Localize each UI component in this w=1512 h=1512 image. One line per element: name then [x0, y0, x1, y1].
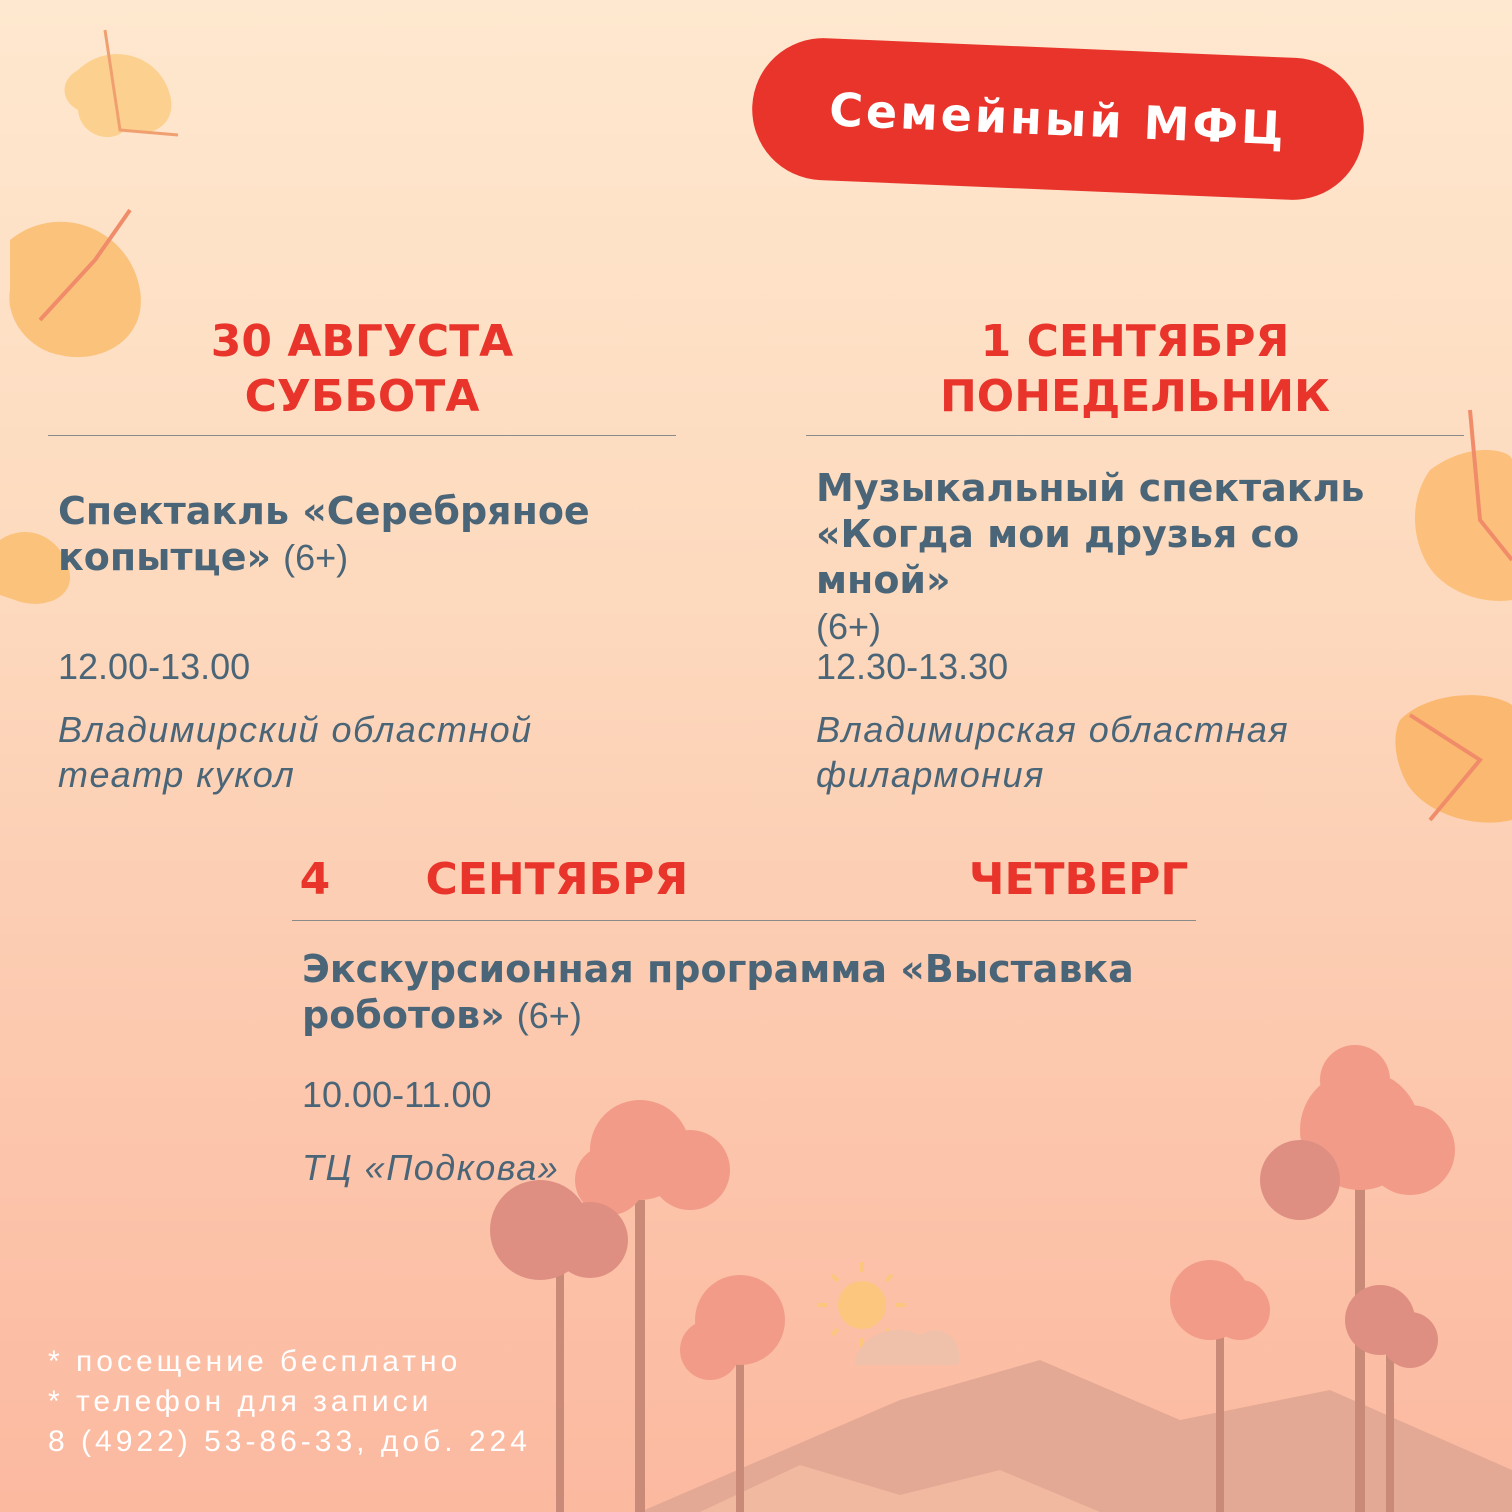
divider: [806, 435, 1464, 436]
day-heading: [806, 314, 1464, 424]
day-date: 4 СЕНТЯБРЯ: [299, 854, 689, 905]
divider: [292, 920, 1196, 921]
event-name: Музыкальный спектакль «Когда мои друзья со мной»: [816, 466, 1365, 602]
event-place: ТЦ «Подкова»: [302, 1147, 560, 1188]
event-time: 12.30-13.30: [816, 646, 1009, 687]
note-phone: 8 (4922) 53-86-33, доб. 224: [48, 1425, 531, 1458]
event-age: (6+): [816, 606, 882, 647]
event-time: 12.00-13.00: [58, 646, 251, 687]
mountain-icon: [640, 1360, 1512, 1512]
event-title: [816, 465, 1436, 650]
note-free: * посещение бесплатно: [48, 1345, 462, 1378]
event-place: Владимирский областной театр кукол: [58, 709, 533, 795]
badge-label: Семейный МФЦ: [828, 82, 1288, 156]
event-age: (6+): [283, 537, 349, 578]
footer-notes: [48, 1342, 531, 1462]
event-title: [302, 946, 1142, 1039]
leaf-icon: [1395, 695, 1512, 822]
event-name: Спектакль «Серебряное копытце»: [58, 489, 590, 579]
day-weekday: ПОНЕДЕЛЬНИК: [939, 371, 1331, 422]
day-heading: [48, 314, 676, 424]
day-weekday: ЧЕТВЕРГ: [968, 854, 1189, 905]
day-heading: [292, 852, 1196, 907]
event-title: [58, 488, 658, 581]
event-place: Владимирская областная филармония: [816, 709, 1290, 795]
event-time: 10.00-11.00: [302, 1074, 492, 1115]
note-phone-label: * телефон для записи: [48, 1385, 433, 1418]
day-weekday: СУББОТА: [244, 371, 480, 422]
event-name: Экскурсионная программа «Выставка роботов»: [302, 947, 1134, 1037]
sun-icon: [818, 1262, 959, 1365]
leaf-icon: [65, 30, 179, 137]
title-badge: [749, 35, 1366, 203]
day-date: 30 АВГУСТА: [210, 316, 514, 367]
day-date: 1 СЕНТЯБРЯ: [980, 316, 1290, 367]
divider: [48, 435, 676, 436]
event-age: (6+): [516, 995, 582, 1036]
